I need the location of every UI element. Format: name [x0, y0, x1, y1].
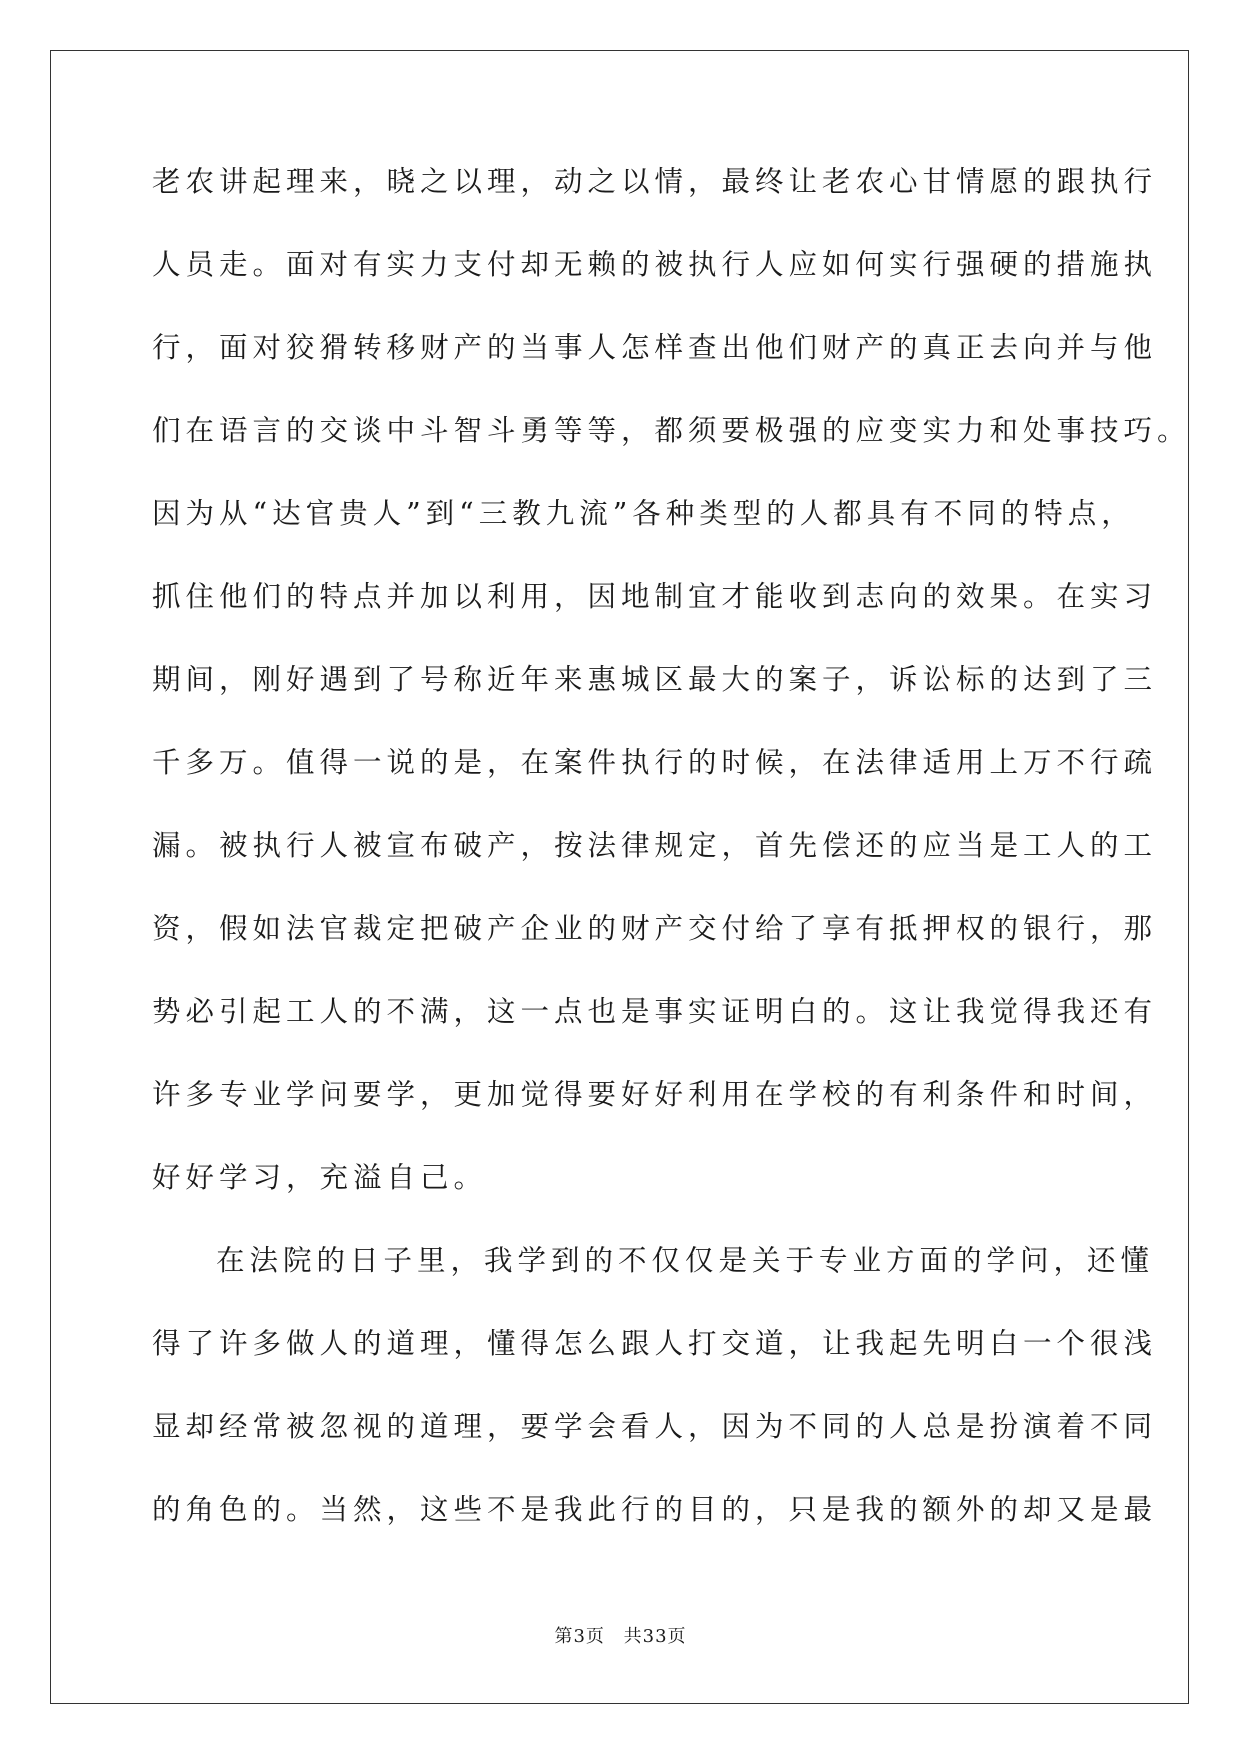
- paragraph-start-line: 在法院的日子里，我学到的不仅仅是关于专业方面的学问，还懂: [216, 1244, 1155, 1277]
- text-line: 势必引起工人的不满，这一点也是事实证明白的。这让我觉得我还有: [152, 995, 1158, 1028]
- text-line: 因为从“达官贵人”到“三教九流”各种类型的人都具有不同的特点，: [152, 497, 1135, 530]
- text-line: 期间，刚好遇到了号称近年来惠城区最大的案子，诉讼标的达到了三: [152, 663, 1158, 696]
- page-footer: [0, 1622, 1241, 1648]
- text-line: 显却经常被忽视的道理，要学会看人，因为不同的人总是扮演着不同: [152, 1410, 1158, 1443]
- text-line: 的角色的。当然，这些不是我此行的目的，只是我的额外的却又是最: [152, 1493, 1158, 1526]
- total-pages: 共33页: [623, 1626, 687, 1647]
- text-line: 老农讲起理来，晓之以理，动之以情，最终让老农心甘情愿的跟执行: [152, 165, 1158, 198]
- text-line: 得了许多做人的道理，懂得怎么跟人打交道，让我起先明白一个很浅: [152, 1327, 1158, 1360]
- text-line: 抓住他们的特点并加以利用，因地制宜才能收到志向的效果。在实习: [152, 580, 1158, 613]
- current-page-number: 第3页: [554, 1626, 605, 1647]
- text-line: 许多专业学问要学，更加觉得要好好利用在学校的有利条件和时间，: [152, 1078, 1158, 1111]
- text-line: 资，假如法官裁定把破产企业的财产交付给了享有抵押权的银行，那: [152, 912, 1158, 945]
- text-line: 好好学习，充溢自己。: [152, 1161, 488, 1194]
- text-line: 千多万。值得一说的是，在案件执行的时候，在法律适用上万不行疏: [152, 746, 1158, 779]
- body-text: [152, 165, 1191, 1579]
- text-line: 行，面对狡猾转移财产的当事人怎样查出他们财产的真正去向并与他: [152, 331, 1158, 364]
- text-line: 漏。被执行人被宣布破产，按法律规定，首先偿还的应当是工人的工: [152, 829, 1158, 862]
- text-line: 们在语言的交谈中斗智斗勇等等，都须要极强的应变实力和处事技巧。: [152, 414, 1191, 447]
- text-line: 人员走。面对有实力支付却无赖的被执行人应如何实行强硬的措施执: [152, 248, 1158, 281]
